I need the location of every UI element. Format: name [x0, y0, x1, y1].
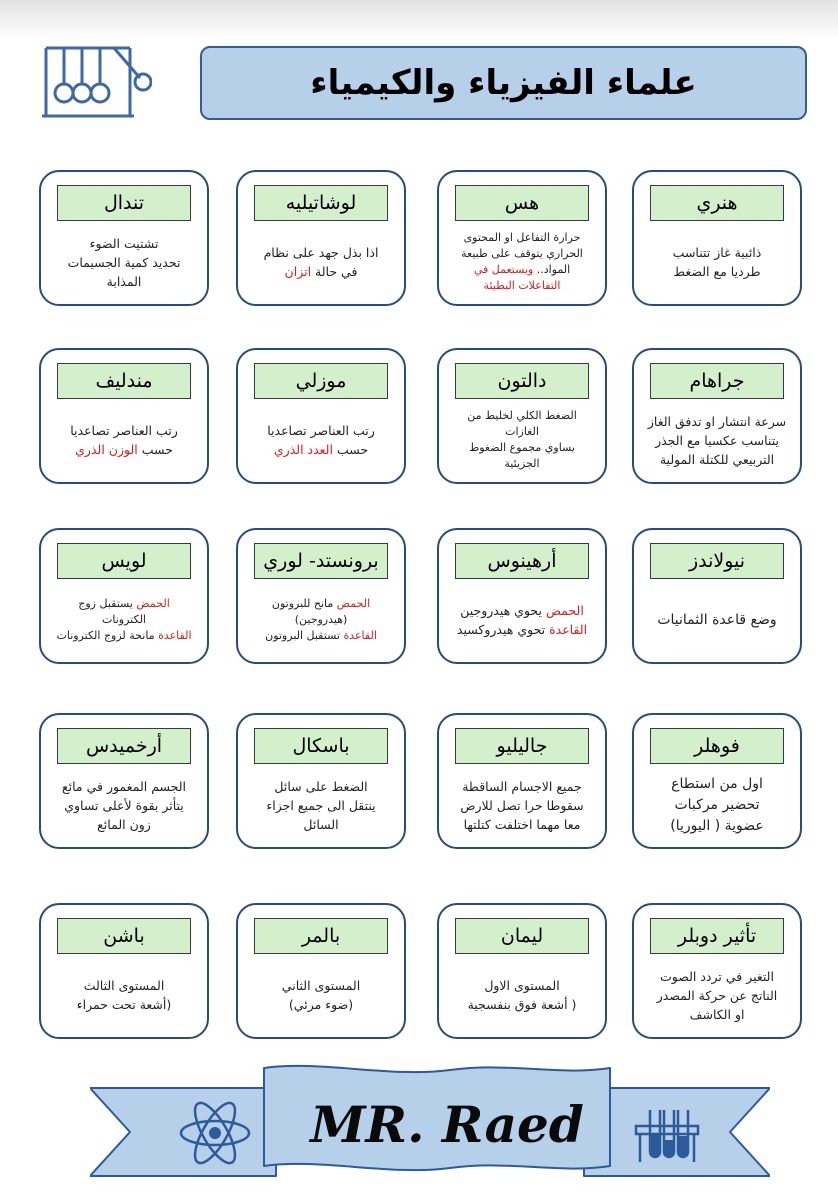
description-line — [282, 976, 360, 995]
description-text: معا مهما اختلفت كتلتها — [463, 816, 581, 832]
highlighted-term: القاعدة — [549, 622, 588, 637]
description-line — [274, 440, 368, 459]
scientist-description — [49, 404, 199, 476]
description-text: ذائبية غاز تتناسب — [672, 245, 762, 260]
description-line — [57, 628, 192, 644]
description-line — [464, 815, 581, 834]
description-text: الغازات — [505, 425, 539, 438]
highlighted-term: اتزان — [284, 264, 312, 279]
scientist-card — [236, 528, 406, 664]
scientist-name: تندال — [57, 185, 191, 221]
test-tubes-icon — [634, 1104, 700, 1164]
description-text: الناتج عن حركة المصدر — [656, 987, 778, 1003]
scientist-description — [246, 769, 396, 841]
description-text: زون المائع — [97, 816, 151, 832]
description-line — [655, 431, 779, 450]
description-line — [660, 967, 774, 986]
description-line — [504, 456, 539, 472]
description-line — [505, 424, 539, 440]
scientist-card — [236, 713, 406, 849]
description-line — [84, 976, 165, 995]
scientist-name: باشن — [57, 918, 191, 954]
scientist-description — [49, 584, 199, 656]
page-title: علماء الفيزياء والكيمياء — [310, 63, 697, 103]
description-text: حسب — [137, 442, 173, 457]
highlighted-term: القاعدة — [158, 629, 192, 642]
scientist-name: لوشاتيليه — [254, 185, 388, 221]
description-line — [484, 278, 561, 294]
scientist-name: بالمر — [254, 918, 388, 954]
description-text: (ضوء مرئي) — [288, 997, 354, 1012]
scientist-name: أرخميدس — [57, 728, 191, 764]
scientist-card — [437, 170, 607, 306]
scientist-description — [246, 226, 396, 298]
description-line — [670, 816, 764, 837]
highlighted-term: التفاعلات البطيئة — [483, 279, 561, 292]
highlighted-term: العدد الذري — [273, 442, 333, 457]
newtons-cradle-icon — [42, 44, 152, 120]
description-text: يساوي مجموع الضغوط — [469, 441, 575, 454]
description-line — [90, 234, 159, 253]
description-line — [75, 440, 173, 459]
description-text: المذابة — [106, 273, 142, 289]
description-text: اذا بذل جهد على نظام — [263, 245, 379, 260]
atom-icon — [176, 1094, 254, 1172]
description-line — [468, 995, 577, 1014]
description-text: ( أشعة فوق بنفسجية — [467, 997, 577, 1012]
description-text: الجسم المغمور في مائع — [61, 778, 187, 794]
description-line — [469, 440, 575, 456]
highlighted-term: ويستعمل في — [473, 263, 534, 276]
scientist-card — [437, 348, 607, 484]
description-text: رتب العناصر تصاعديا — [267, 423, 375, 438]
scientist-description — [642, 584, 792, 656]
description-text: عضوية ( اليوريا) — [670, 817, 764, 834]
scientist-name: أرهينوس — [455, 543, 589, 579]
scientist-description — [447, 404, 597, 476]
description-text: الحراري يتوقف على طبيعة — [461, 247, 583, 260]
description-text: تحديد كمية الجسيمات — [67, 254, 181, 270]
description-text: مانحة لزوج الكترونات — [56, 629, 159, 642]
scientist-card — [39, 348, 209, 484]
scientist-card — [437, 528, 607, 664]
scientist-description — [49, 769, 199, 841]
description-line — [267, 421, 375, 440]
description-text: تحوي هيدروكسيد — [456, 622, 550, 637]
description-line — [674, 262, 761, 281]
description-text: جميع الاجسام الساقطة — [462, 778, 582, 794]
description-text: حسب — [332, 442, 369, 457]
scientist-card — [39, 528, 209, 664]
description-text: السائل — [303, 816, 339, 832]
scientist-name: برونستد- لوري — [254, 543, 388, 579]
description-text: المواد.. — [533, 263, 571, 276]
description-line — [289, 995, 353, 1014]
description-line — [674, 795, 759, 816]
description-text: (أشعة تحت حمراء — [76, 997, 172, 1012]
title-banner — [200, 46, 807, 120]
description-text: اول من استطاع — [671, 775, 763, 792]
scientist-name: دالتون — [455, 363, 589, 399]
scientist-description — [49, 959, 199, 1031]
scientist-card — [632, 903, 802, 1039]
description-line — [266, 796, 375, 815]
description-line — [660, 450, 774, 469]
scientist-card — [236, 348, 406, 484]
description-line — [102, 612, 146, 628]
description-text: التربيعي للكتلة المولية — [659, 451, 775, 467]
scientist-card — [437, 903, 607, 1039]
description-text: يستقبل زوج — [78, 597, 137, 610]
scientist-name: مندليف — [57, 363, 191, 399]
description-line — [62, 777, 186, 796]
scientist-description — [642, 226, 792, 298]
description-line — [464, 230, 581, 246]
scientist-card — [632, 170, 802, 306]
highlighted-term: الحمض — [336, 597, 371, 610]
scientist-card — [236, 903, 406, 1039]
description-line — [295, 612, 348, 628]
scientist-name: ليمان — [455, 918, 589, 954]
description-text: ينتقل الى جميع اجزاء — [266, 797, 376, 813]
description-text: حرارة التفاعل او المحتوى — [463, 231, 581, 244]
teacher-signature: MR. Raed — [310, 1094, 584, 1154]
scientist-name: نيولاندز — [650, 543, 784, 579]
description-text: الضغط الكلي لخليط من — [467, 409, 577, 422]
description-text: الجزيئية — [504, 457, 540, 470]
description-text: في حالة — [311, 264, 358, 279]
description-text: سرعة انتشار او تدفق الغاز — [647, 413, 787, 429]
scientist-description — [642, 959, 792, 1031]
description-line — [70, 421, 178, 440]
scientist-description — [642, 404, 792, 476]
description-line — [657, 610, 776, 631]
description-text: الضغط على سائل — [274, 778, 368, 794]
description-text: طرديا مع الضغط — [673, 264, 761, 279]
description-text: المستوى الاول — [484, 978, 560, 993]
highlighted-term: الوزن الذري — [75, 442, 138, 457]
description-line — [484, 976, 559, 995]
scientist-name: هنري — [650, 185, 784, 221]
scientist-card — [39, 170, 209, 306]
description-text: يتأثر بقوة لأعلى تساوي — [64, 797, 184, 813]
description-text: المستوى الثالث — [83, 978, 165, 993]
description-line — [474, 262, 570, 278]
scientist-description — [246, 584, 396, 656]
scientist-card — [437, 713, 607, 849]
scientist-card — [236, 170, 406, 306]
description-text: يحوي هيدروجين — [460, 603, 546, 618]
scientist-description — [447, 769, 597, 841]
description-text: وضع قاعدة الثمانيات — [657, 611, 777, 628]
description-text: تشتيت الضوء — [89, 235, 159, 251]
description-line — [461, 246, 583, 262]
scientist-name: جاليليو — [455, 728, 589, 764]
scientist-name: فوهلر — [650, 728, 784, 764]
scientist-card — [39, 903, 209, 1039]
description-text: تستقبل البروتون — [265, 629, 344, 642]
description-text: سقوطا حرا تصل للارض — [460, 797, 584, 813]
description-line — [673, 243, 762, 262]
description-line — [77, 995, 172, 1014]
description-text: (هيدروجين) — [294, 613, 348, 626]
scientist-description — [447, 959, 597, 1031]
description-line — [68, 253, 181, 272]
description-line — [264, 243, 379, 262]
scientist-name: باسكال — [254, 728, 388, 764]
description-line — [462, 777, 582, 796]
description-text: مانح للبروتون — [271, 597, 337, 610]
scientist-description — [447, 226, 597, 298]
scientist-description — [49, 226, 199, 298]
description-line — [671, 774, 763, 795]
top-shadow — [0, 0, 838, 40]
scientist-card — [632, 348, 802, 484]
description-text: تحضير مركبات — [674, 796, 760, 813]
scientist-card — [39, 713, 209, 849]
highlighted-term: الحمض — [136, 597, 170, 610]
scientist-name: موزلي — [254, 363, 388, 399]
scientist-description — [246, 959, 396, 1031]
description-line — [460, 796, 583, 815]
description-line — [64, 796, 184, 815]
scientist-description — [246, 404, 396, 476]
description-line — [303, 815, 338, 834]
scientist-name: لويس — [57, 543, 191, 579]
description-line — [467, 408, 577, 424]
scientist-name: جراهام — [650, 363, 784, 399]
description-text: الكترونات — [102, 613, 146, 626]
description-line — [265, 628, 377, 644]
description-text: المستوى الثاني — [281, 978, 361, 993]
description-line — [690, 1005, 745, 1024]
scientist-card — [632, 528, 802, 664]
scientist-description — [447, 584, 597, 656]
description-line — [648, 412, 786, 431]
scientist-description — [642, 769, 792, 841]
description-line — [457, 620, 587, 639]
description-line — [657, 986, 778, 1005]
description-text: او الكاشف — [689, 1006, 745, 1022]
description-line — [285, 262, 358, 281]
description-line — [78, 596, 169, 612]
scientist-card — [632, 713, 802, 849]
highlighted-term: القاعدة — [343, 629, 377, 642]
description-text: رتب العناصر تصاعديا — [70, 423, 178, 438]
description-line — [272, 596, 370, 612]
highlighted-term: الحمض — [545, 603, 584, 618]
description-line — [107, 272, 142, 291]
scientist-name: تأثير دوبلر — [650, 918, 784, 954]
description-line — [274, 777, 367, 796]
description-line — [97, 815, 151, 834]
description-line — [460, 601, 584, 620]
description-text: يتناسب عكسيا مع الجذر — [655, 432, 779, 448]
description-text: التغير في تردد الصوت — [660, 968, 774, 984]
scientist-name: هس — [455, 185, 589, 221]
